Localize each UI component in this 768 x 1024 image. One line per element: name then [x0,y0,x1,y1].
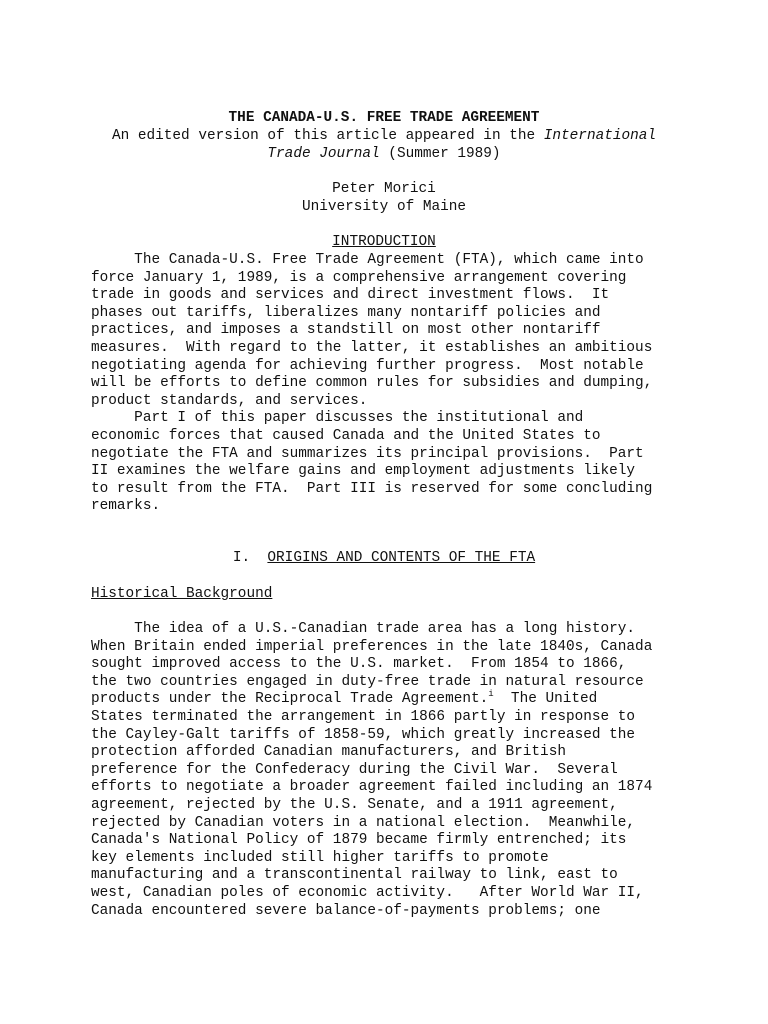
section-1-text-line: When Britain ended imperial preferences in the late 1840s, Canada [91,638,653,655]
publication-note-text: An edited version of this article appeared in the [111,128,544,144]
section-1-footnote-line [91,691,597,709]
document-title: THE CANADA-U.S. FREE TRADE AGREEMENT [228,110,540,126]
subsection-heading-line [91,586,272,604]
section-1-text-line: agreement, rejected by the U.S. Senate, and a 1911 agreement, [91,797,618,813]
section-1-text-line: manufacturing and a transcontinental railway to link, east to [91,867,618,884]
introduction-text-line: practices, and imposes a standstill on most other nontariff [91,322,601,339]
introduction-text-line: phases out tariffs, liberalizes many nontariff policies and [91,304,601,321]
introduction-text-line: measures. With regard to the latter, it establishes an ambitious [91,340,653,356]
section-1-heading: ORIGINS AND CONTENTS OF THE FTA [267,550,536,566]
introduction-text-line: to result from the FTA. Part III is reserved for some concluding [91,480,653,497]
publication-note-line-1 [0,128,768,146]
footnote-marker[interactable]: i [488,689,494,700]
author-name: Peter Morici [332,181,436,197]
section-1-text-line: efforts to negotiate a broader agreement failed including an 1874 [91,779,653,796]
introduction-text-line: II examines the welfare gains and employment adjustments likely [91,463,636,480]
journal-name-part-2: Trade Journal [267,146,380,162]
footnote-line-text-after: The United [493,691,598,707]
section-1-text-line: Canada encountered severe balance-of-payments problems; one [91,902,601,919]
section-1-text-line: the Cayley-Galt tariffs of 1858-59, which greatly increased the [91,726,636,743]
subsection-heading: Historical Background [91,586,273,602]
introduction-text-line: Part I of this paper discusses the institutional and [91,410,584,427]
introduction-text-line: negotiate the FTA and summarizes its principal provisions. Part [91,445,644,462]
section-1-text-line: rejected by Canadian voters in a national election. Meanwhile, [91,814,636,831]
author-affiliation: University of Maine [301,199,467,215]
introduction-text-line: product standards, and services. [91,392,368,409]
introduction-text-line: remarks. [91,498,161,515]
section-1-text-line: key elements included still higher tariffs to promote [91,849,549,866]
introduction-heading: INTRODUCTION [332,234,436,250]
introduction-heading-line [0,234,768,252]
section-1-heading-line [0,550,768,568]
footnote-line-text-before: products under the Reciprocal Trade Agreement. [91,691,489,707]
section-1-text-line: west, Canadian poles of economic activity. After World War II, [91,885,644,901]
section-1-text-line: protection afforded Canadian manufacturers, and British [91,744,566,761]
publication-note-line-2 [0,146,768,164]
introduction-text-line: The Canada-U.S. Free Trade Agreement (FTA), which came into [91,252,644,268]
journal-name-part-1: International [543,128,657,144]
section-1-text-line: Canada's National Policy of 1879 became firmly entrenched; its [91,832,627,849]
section-1-text-line: preference for the Confederacy during the Civil War. Several [91,761,618,778]
section-1-text-line: The idea of a U.S.-Canadian trade area has a long history. [91,621,636,637]
publication-date: (Summer 1989) [379,146,501,162]
section-1-number: I. [232,550,268,566]
introduction-text-line: will be efforts to define common rules for subsidies and dumping, [91,375,653,392]
section-1-text-line: the two countries engaged in duty-free trade in natural resource [91,673,644,690]
introduction-text-line: economic forces that caused Canada and the United States to [91,428,601,444]
introduction-text-line: negotiating agenda for achieving further progress. Most notable [91,357,644,374]
section-1-text-line: sought improved access to the U.S. market. From 1854 to 1866, [91,656,627,673]
section-1-text-line: States terminated the arrangement in 1866 partly in response to [91,709,636,725]
introduction-text-line: force January 1, 1989, is a comprehensive arrangement covering [91,269,627,286]
introduction-text-line: trade in goods and services and direct investment flows. It [91,287,610,304]
